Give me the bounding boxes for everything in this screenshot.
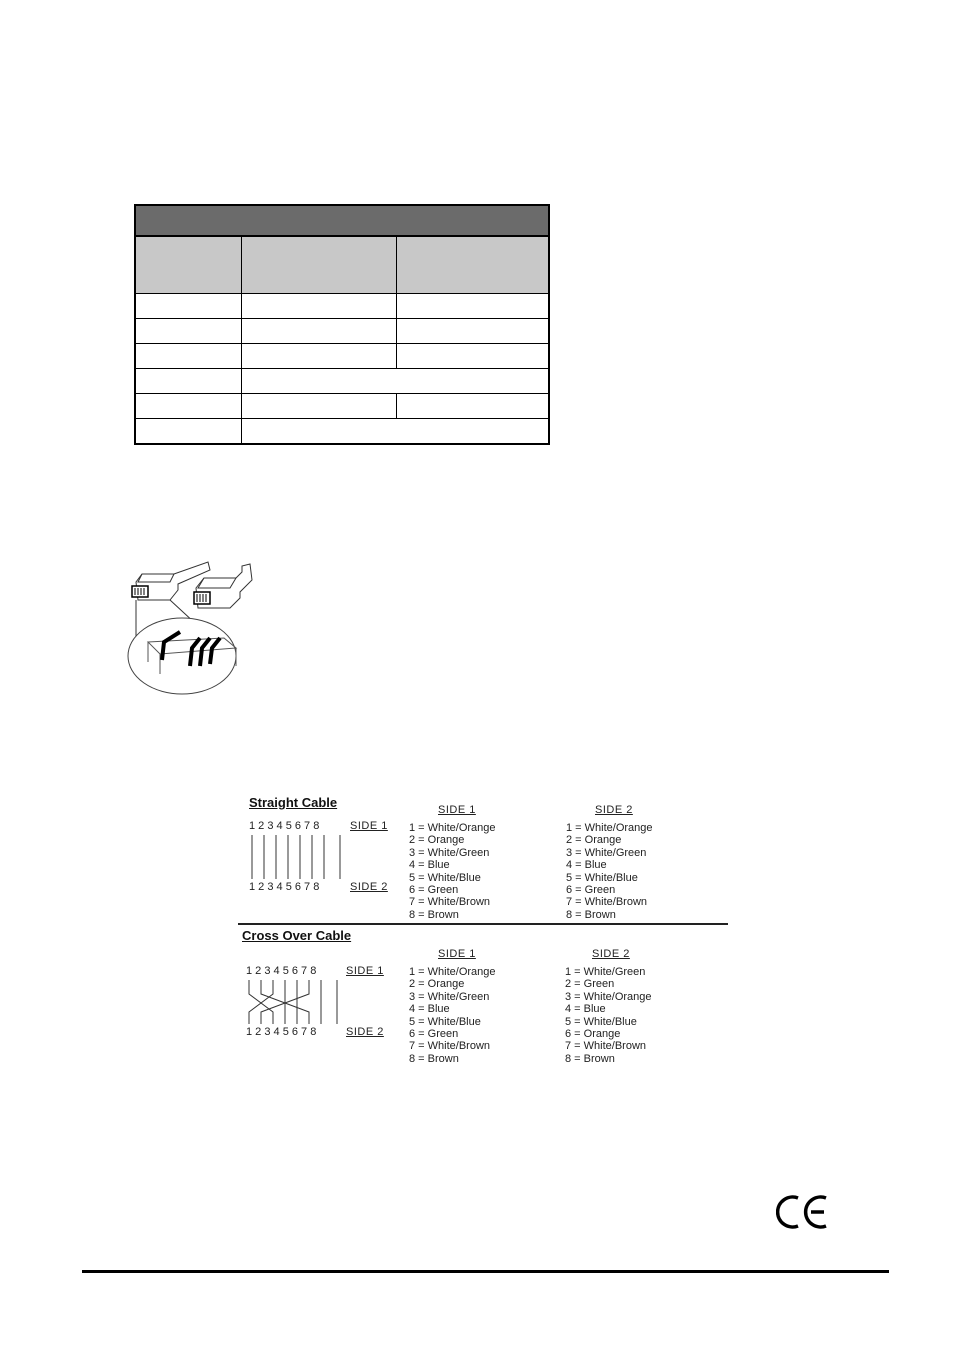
list-item: 1 = White/Orange [409,822,496,834]
straight-pins-top: 1 2 3 4 5 6 7 8 [249,820,320,832]
table-cell [242,319,397,344]
cross-tag-side2: SIDE 2 [346,1026,384,1038]
list-item: 2 = Orange [566,834,622,847]
table-cell [135,369,242,394]
table-cell [242,369,550,394]
list-item: 3 = White/Green [409,990,490,1003]
section-divider [238,923,728,925]
table-cell [135,294,242,319]
footer-divider [82,1270,889,1273]
list-item: 4 = Blue [566,859,607,872]
table-row [135,369,549,394]
ce-mark-icon [776,1192,830,1232]
table-cell [242,344,397,369]
rj45-plug-icon [124,556,264,698]
list-item: 6 = Green [409,1028,459,1041]
table-subheader-cell [135,236,242,294]
table-subheader-cell [242,236,397,294]
list-item: 1 = White/Orange [409,966,496,978]
list-item: 6 = Green [566,884,616,897]
list-item: 7 = White/Brown [566,896,648,909]
table-cell [135,419,242,445]
list-item: 4 = Blue [565,1003,606,1016]
list-item: 1 = White/Green [565,966,646,978]
table-cell [135,319,242,344]
list-item: 7 = White/Brown [409,896,491,909]
cross-pins-bottom: 1 2 3 4 5 6 7 8 [246,1026,317,1038]
straight-side2-list [566,822,653,921]
cross-side1-heading: SIDE 1 [438,948,476,960]
list-item: 6 = Green [409,884,459,897]
straight-wires [249,833,349,883]
list-item: 7 = White/Brown [409,1040,491,1053]
list-item: 4 = Blue [409,859,450,872]
list-item: 1 = White/Orange [566,822,653,834]
list-item: 2 = Orange [409,834,465,847]
list-item: 8 = Brown [409,908,459,921]
list-item: 5 = White/Blue [409,1015,481,1028]
straight-pins-bottom: 1 2 3 4 5 6 7 8 [249,881,320,893]
wiring-diagram [238,790,734,1075]
table-row [135,394,549,419]
cross-tag-side1: SIDE 1 [346,965,384,977]
list-item: 8 = Brown [565,1052,615,1065]
table-row [135,344,549,369]
table-cell [397,319,550,344]
table-header-cell [135,205,549,236]
table-header-row [135,205,549,236]
cross-side2-heading: SIDE 2 [592,948,630,960]
spec-table [134,204,550,445]
straight-side1-list [409,822,496,921]
list-item: 3 = White/Green [566,846,647,859]
list-item: 5 = White/Blue [409,871,481,884]
crossover-cable-title: Cross Over Cable [242,928,352,943]
table-row [135,294,549,319]
list-item: 8 = Brown [566,908,616,921]
table-subheader-cell [397,236,550,294]
list-item: 2 = Orange [409,978,465,991]
list-item: 5 = White/Blue [566,871,638,884]
table-row [135,419,549,445]
list-item: 7 = White/Brown [565,1040,647,1053]
table-cell [242,419,550,445]
cross-side2-list [565,966,652,1065]
list-item: 6 = Orange [565,1028,621,1041]
straight-cable-title: Straight Cable [249,795,338,810]
table-cell [397,394,550,419]
crossover-wires [246,978,346,1028]
list-item: 3 = White/Orange [565,990,652,1003]
table-cell [397,294,550,319]
list-item: 5 = White/Blue [565,1015,637,1028]
cross-pins-top: 1 2 3 4 5 6 7 8 [246,965,317,977]
table-cell [242,394,397,419]
list-item: 2 = Green [565,978,615,991]
table-row [135,319,549,344]
table-subheader-row [135,236,549,294]
straight-tag-side2: SIDE 2 [350,881,388,893]
list-item: 4 = Blue [409,1003,450,1016]
straight-side2-heading: SIDE 2 [595,804,633,816]
straight-side1-heading: SIDE 1 [438,804,476,816]
cross-side1-list [409,966,496,1065]
list-item: 8 = Brown [409,1052,459,1065]
table-cell [135,394,242,419]
table-cell [397,344,550,369]
table-cell [242,294,397,319]
table-cell [135,344,242,369]
straight-tag-side1: SIDE 1 [350,820,388,832]
list-item: 3 = White/Green [409,846,490,859]
